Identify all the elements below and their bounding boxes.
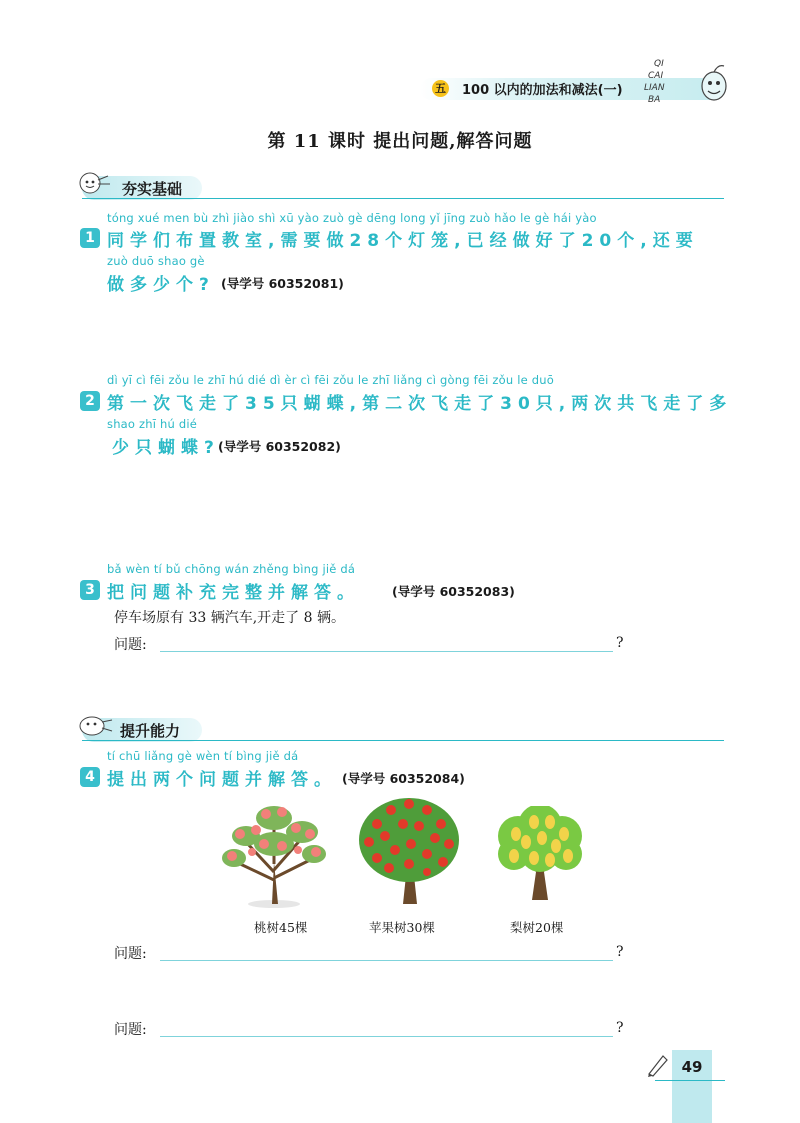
q3-text-line1: 把问题补充完整并解答。 [107,583,360,603]
logo-text-lian: LIAN [644,83,665,93]
page-title: 第 11 课时 提出问题,解答问题 [267,131,533,152]
q4-number-badge: 4 [80,767,100,787]
apple-tree-caption: 苹果树30棵 [369,920,435,935]
q3-question-label: 问题: [114,637,147,653]
cartoon-animal-icon [74,712,118,740]
q1-pinyin-line1: tóng xué men bù zhì jiào shì xū yào zuò gè dēng long yǐ jīng zuò hǎo le gè hái yào [107,211,597,225]
q2-text-line1: 第一次飞走了35只蝴蝶,第二次飞走了30只,两次共飞走了多 [107,394,733,414]
pencil-icon [645,1052,669,1078]
q2-pinyin-line2: shao zhī hú dié [107,417,197,431]
q4-text-line1: 提出两个问题并解答。 [107,770,337,790]
q4-answer-line-1[interactable] [160,960,613,961]
q2-number-badge: 2 [80,391,100,411]
q2-guide-number: (导学号 60352082) [218,439,341,454]
logo-text-cai: CAI [648,71,664,81]
logo-text-ba: BA [648,95,661,105]
cartoon-character-icon [74,170,118,198]
q1-guide-number: (导学号 60352081) [221,276,344,291]
page-number-rule [655,1080,725,1081]
q4-question-label-1: 问题: [114,946,147,962]
peach-tree-caption: 桃树45棵 [254,920,308,935]
qicai-lianba-logo-icon [618,52,728,112]
q4-answer-line-2[interactable] [160,1036,613,1037]
q1-text-line1: 同学们布置教室,需要做28个灯笼,已经做好了20个,还要 [107,231,699,251]
chapter-title: 100 以内的加法和减法(一) [462,83,623,98]
q4-question-mark-1: ? [616,944,624,960]
q1-text-line2: 做多少个? [107,275,215,295]
q4-pinyin-line1: tí chū liǎng gè wèn tí bìng jiě dá [107,749,299,763]
q3-pinyin-line1: bǎ wèn tí bǔ chōng wán zhěng bìng jiě dá [107,562,356,576]
q4-question-mark-2: ? [616,1020,624,1036]
logo-text-qi: QI [654,59,664,69]
q3-answer-line[interactable] [160,651,613,652]
q4-question-label-2: 问题: [114,1022,147,1038]
q3-number-badge: 3 [80,580,100,600]
apple-tree-icon [357,794,461,906]
page-number: 49 [681,1058,703,1076]
q3-body-text: 停车场原有 33 辆汽车,开走了 8 辆。 [114,610,345,626]
section-title-basic: 夯实基础 [122,180,183,198]
q2-text-line2: 少只蝴蝶? [112,438,220,458]
q1-pinyin-line2: zuò duō shao gè [107,254,205,268]
q2-pinyin-line1: dì yī cì fēi zǒu le zhī hú dié dì èr cì fēi zǒu le zhī liǎng cì gòng fēi zǒu le duō [107,373,554,387]
chapter-number-badge: 五 [432,80,449,97]
section-title-advanced: 提升能力 [120,722,181,740]
peach-tree-icon [216,792,332,910]
q3-question-mark: ? [616,635,624,651]
pear-tree-icon [494,806,584,902]
pear-tree-caption: 梨树20棵 [510,920,564,935]
q1-number-badge: 1 [80,228,100,248]
q3-guide-number: (导学号 60352083) [392,584,515,599]
q4-guide-number: (导学号 60352084) [342,771,465,786]
